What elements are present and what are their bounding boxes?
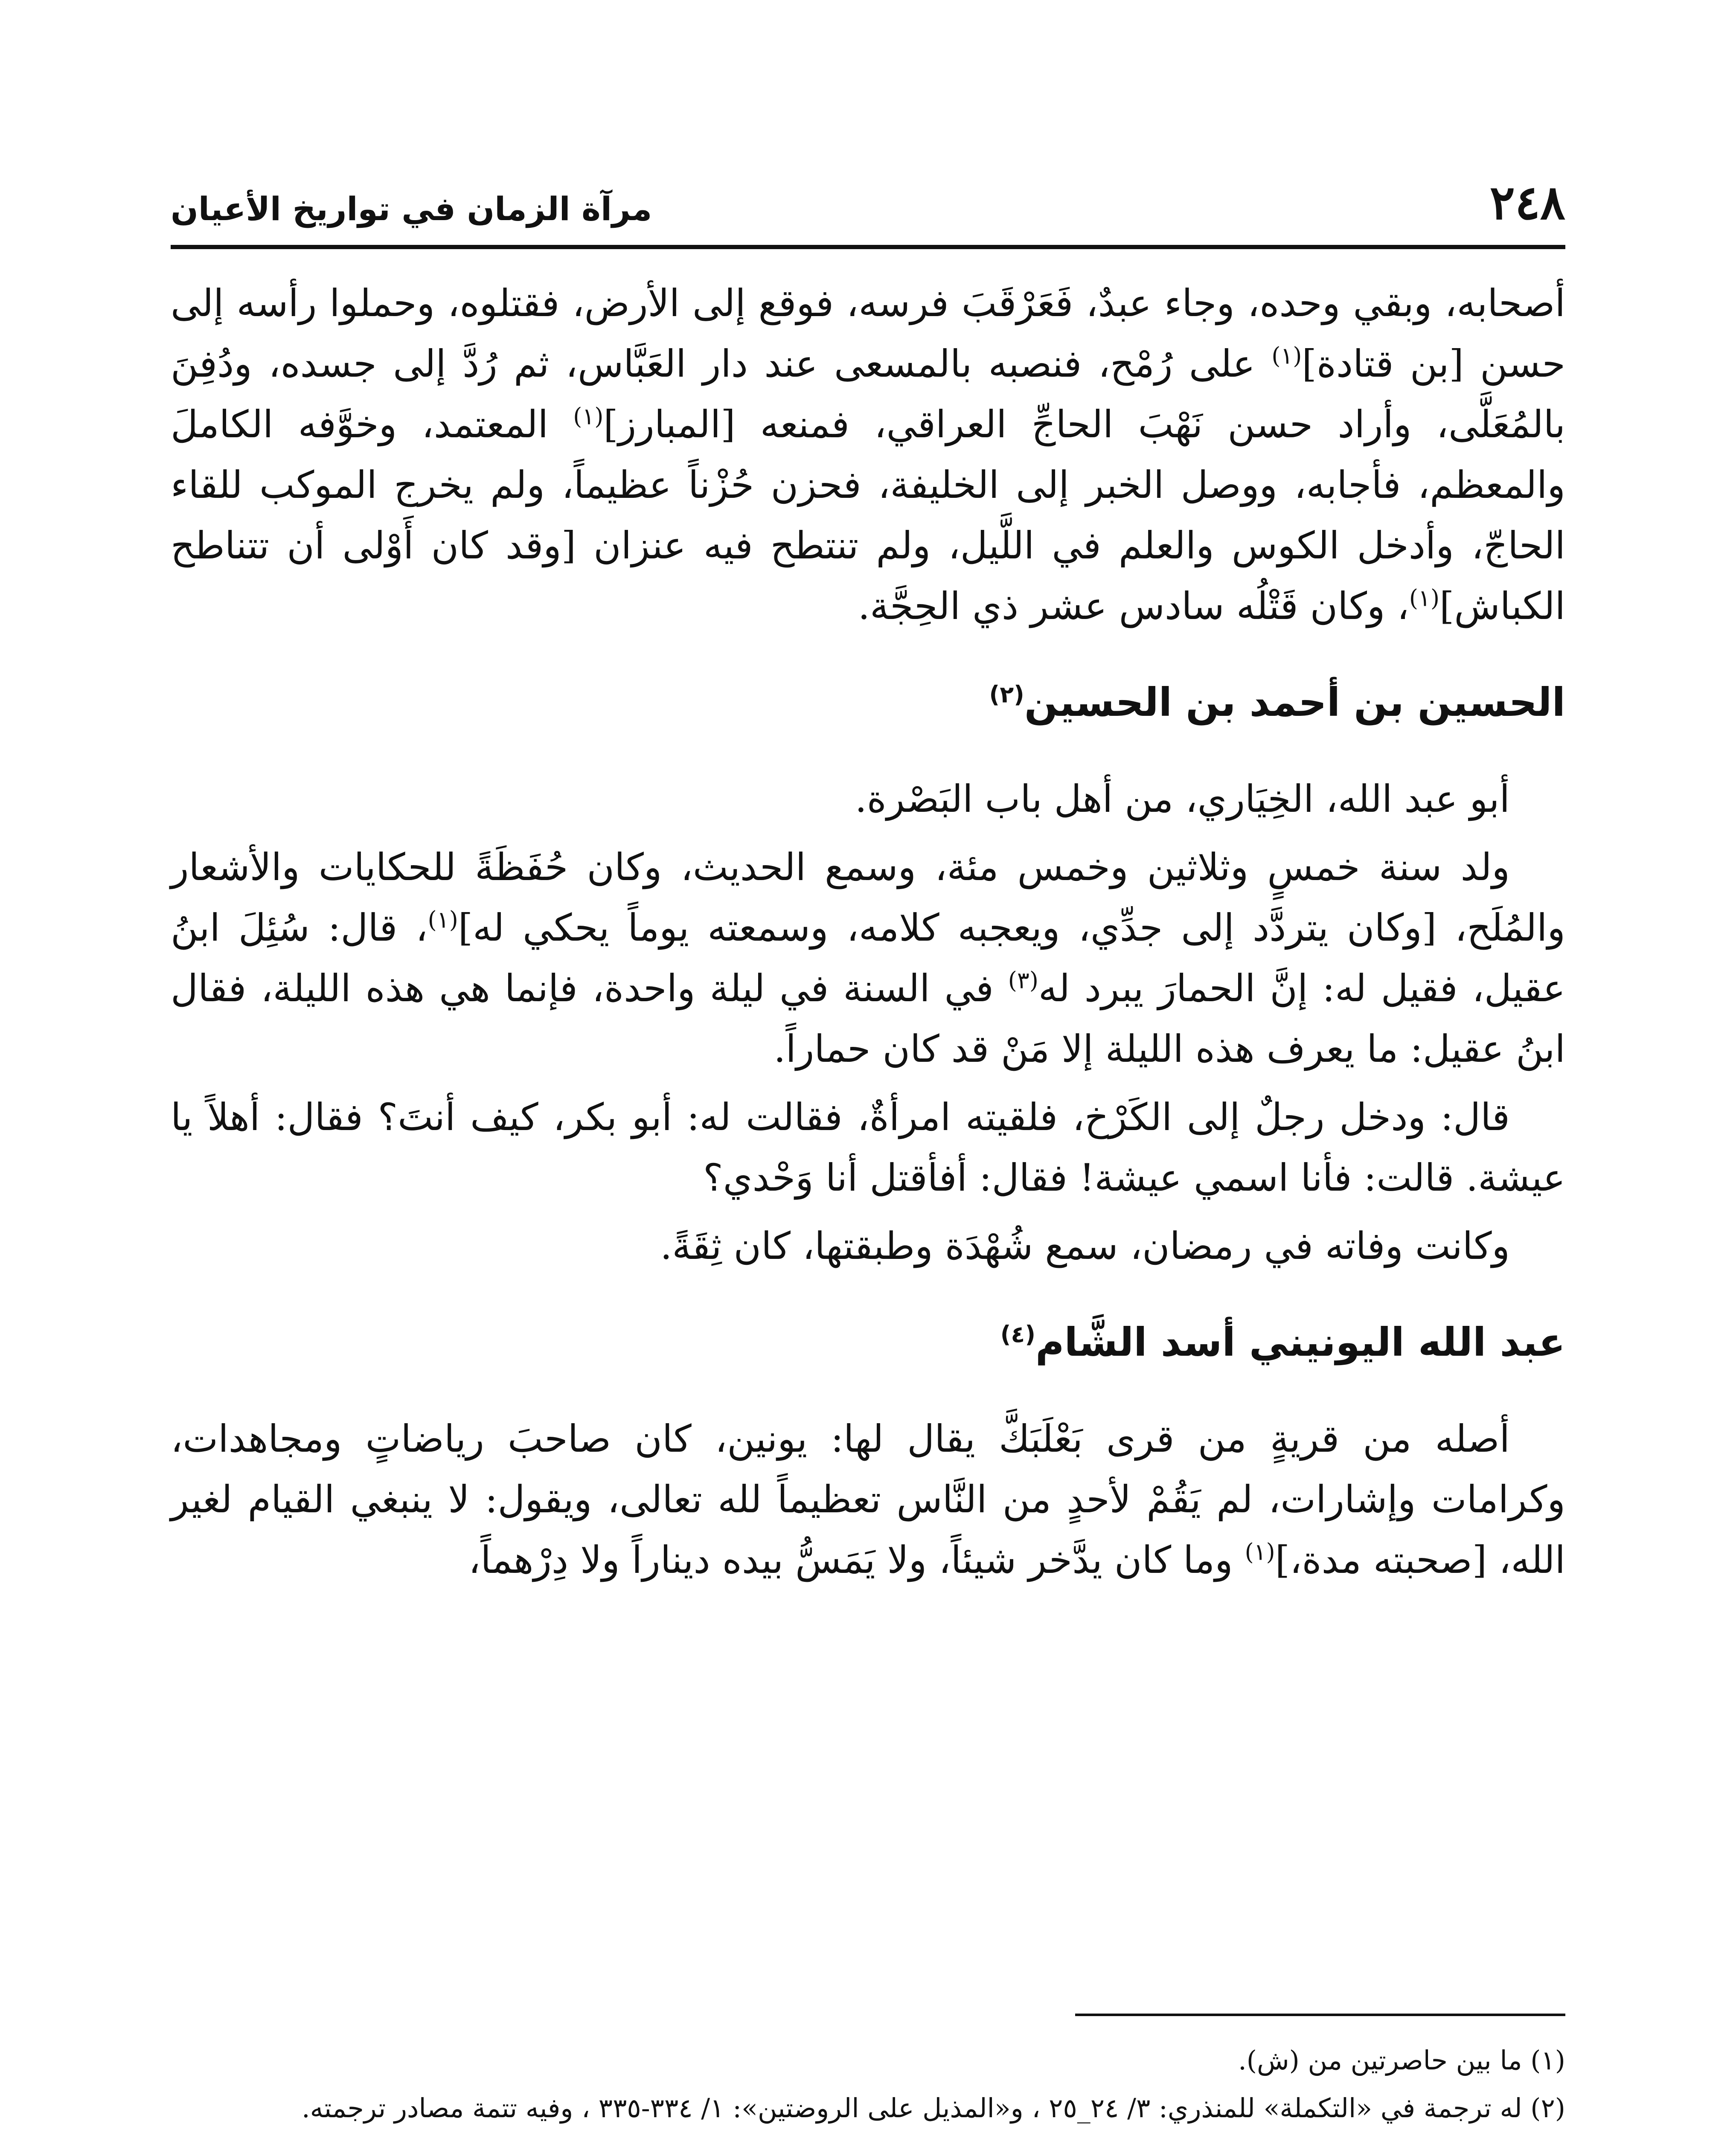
footnote-ref: (١): [573, 403, 604, 430]
paragraph: [171, 1087, 1565, 1208]
text-segment: وكانت وفاته في رمضان، سمع شُهْدَة وطبقتها، كان ثِقَةً.: [660, 1224, 1510, 1268]
text-segment: ولد سنة خمسٍ وثلاثين وخمس مئة، وسمع الحديث، وكان حُفَظَةً للحكايات والأشعار والمُلَح، [وكان يتردَّد إلى جدِّي، ويعجبه كلامه، وسمعته يوماً يحكي له]: [171, 845, 1565, 950]
text-segment: ، قال: سُئِلَ ابنُ عقيل، فقيل له: إنَّ الحمارَ يبرد له: [171, 906, 1565, 1010]
paragraph: [171, 837, 1565, 1079]
running-header: [171, 171, 1565, 245]
section-heading: [171, 675, 1565, 730]
text-segment: على رُمْح، فنصبه بالمسعى عند دار العَبَّاس، ثم رُدَّ إلى جسده، ودُفِنَ بالمُعَلَّى، وأراد حسن نَهْبَ الحاجِّ العراقي، فمنعه [المبارز]: [171, 342, 1565, 446]
header-rule: [171, 245, 1565, 249]
text-segment: في السنة في ليلة واحدة، فإنما هي هذه الليلة، فقال ابنُ عقيل: ما يعرف هذه الليلة إلا مَنْ قد كان حماراً.: [171, 966, 1565, 1071]
book-title: مرآة الزمان في تواريخ الأعيان: [171, 190, 652, 228]
text-segment: المعتمد، وخوَّفه الكاملَ والمعظم، فأجابه، ووصل الخبر إلى الخليفة، فحزن حُزْناً عظيماً، ولم يخرج الموكب للقاء الحاجّ، وأدخل الكوس والعلم في اللَّيل، ولم تنتطح فيه عنزان [وقد كان أَوْلى أن تتناطح الكباش]: [171, 402, 1565, 628]
page-number: ٢٤٨: [1489, 175, 1565, 230]
footnote-ref: (١): [1245, 1538, 1275, 1566]
heading-text: الحسين بن أحمد بن الحسين: [1024, 680, 1565, 725]
section-heading: [171, 1315, 1565, 1370]
paragraph: [171, 1216, 1565, 1276]
text-segment: ، وكان قَتْلُه سادس عشر ذي الحِجَّة.: [858, 584, 1409, 628]
paragraph: [171, 1409, 1565, 1590]
text-segment: أبو عبد الله، الخِيَاري، من أهل باب البَصْرة.: [855, 777, 1510, 821]
footnote-ref: (٢): [989, 681, 1024, 708]
paragraph: [171, 769, 1565, 829]
footnote-separator: [1075, 2014, 1565, 2016]
footnote: (١) ما بين حاصرتين من (ش).: [1238, 2045, 1565, 2076]
text-segment: أصله من قريةٍ من قرى بَعْلَبَكَّ يقال لها: يونين، كان صاحبَ رياضاتٍ ومجاهدات، وكرامات وإشارات، لم يَقُمْ لأحدٍ من النَّاس تعظيماً لله تعالى، ويقول: لا ينبغي القيام لغير الله، [صحبته مدة،]: [171, 1417, 1566, 1582]
paragraph: [171, 273, 1565, 636]
text-segment: أصحابه، وبقي وحده، وجاء عبدٌ، فَعَرْقَبَ فرسه، فوقع إلى الأرض، فقتلوه، وحملوا رأسه إلى حسن [بن قتادة]: [171, 281, 1565, 386]
heading-text: عبد الله اليونيني أسد الشَّام: [1035, 1319, 1565, 1365]
text-segment: وما كان يدَّخر شيئاً، ولا يَمَسُّ بيده ديناراً ولا دِرْهماً،: [468, 1538, 1245, 1582]
main-text: [171, 273, 1565, 1598]
text-segment: قال: ودخل رجلٌ إلى الكَرْخ، فلقيته امرأةٌ، فقالت له: أبو بكر، كيف أنتَ؟ فقال: أهلاً يا عيشة. قالت: فأنا اسمي عيشة! فقال: أفأقتل أنا وَحْدي؟: [171, 1095, 1565, 1200]
footnote-ref: (٣): [1008, 967, 1038, 994]
footnote-ref: (١): [427, 906, 458, 933]
footnote-ref: (٤): [1000, 1321, 1036, 1348]
footnotes: [171, 2039, 1565, 2133]
footnote: (٢) له ترجمة في «التكملة» للمنذري: ٣/ ٢٤_٢٥ ، و«المذيل على الروضتين»: ١/ ٣٣٤-٣٣٥ ، وفيه تتمة مصادر ترجمته.: [301, 2092, 1565, 2124]
footnote-ref: (١): [1409, 584, 1440, 612]
footnote-ref: (١): [1271, 342, 1302, 369]
